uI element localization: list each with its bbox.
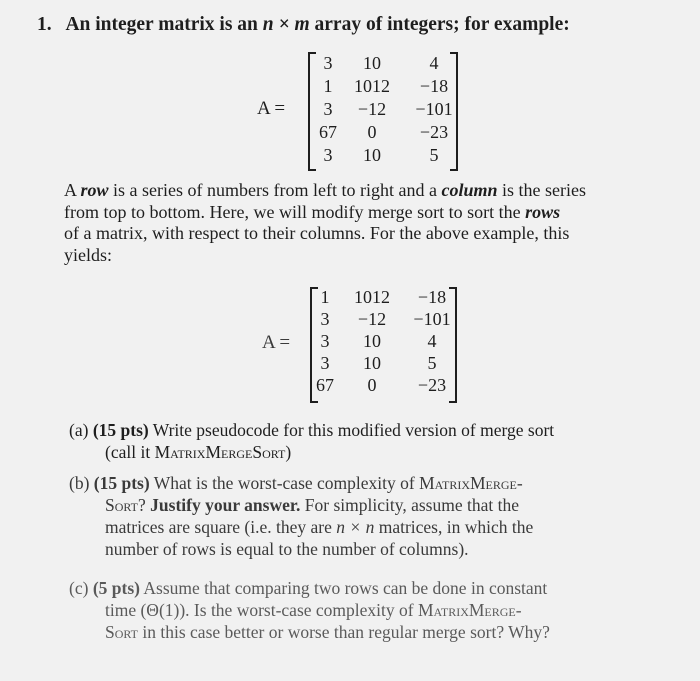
- term-row: row: [80, 180, 109, 200]
- part-a: [69, 419, 554, 463]
- paragraph-line-3: of a matrix, with respect to their columns. For the above example, this: [64, 223, 570, 243]
- part-b-line-2: [69, 494, 533, 516]
- text: matrices are square (i.e. they are: [105, 517, 337, 537]
- matrix-cell: 10: [363, 331, 381, 351]
- matrix-cell: 10: [363, 53, 381, 73]
- matrix-cell: 3: [320, 309, 330, 329]
- matrix-cell: −101: [415, 99, 453, 119]
- explanation-paragraph: [64, 180, 668, 266]
- matrix-cell: −12: [357, 309, 387, 329]
- question-number: 1.: [37, 14, 52, 35]
- part-a-line-2: [69, 441, 554, 463]
- algo-name: Sort: [105, 495, 139, 515]
- text: ?: [138, 495, 151, 515]
- points: (5 pts): [92, 578, 140, 598]
- intro-math: n × m: [262, 14, 310, 35]
- matrix-cell: 0: [367, 375, 377, 395]
- algo-name: Sort: [105, 622, 139, 642]
- matrix-cell: −101: [413, 309, 451, 329]
- part-b-line-3: [69, 516, 533, 538]
- matrix-cell: 1012: [354, 76, 390, 96]
- text: matrices, in which the: [374, 517, 534, 537]
- matrix-cell: 4: [429, 53, 439, 73]
- matrix-cell: 3: [323, 99, 333, 119]
- justify-text: Justify your answer.: [150, 495, 301, 515]
- part-b-line-4: number of rows is equal to the number of columns).: [105, 539, 469, 559]
- matrix-cell: 10: [363, 145, 381, 165]
- matrix-cell: 1012: [354, 287, 390, 307]
- matrix-cell: 1: [320, 287, 330, 307]
- term-rows: rows: [525, 201, 561, 222]
- paragraph-line-4: yields:: [64, 244, 112, 265]
- part-c-line-2: [69, 599, 550, 621]
- text: What is the worst-case complexity of: [153, 473, 420, 493]
- matrix-cell: −23: [419, 122, 449, 142]
- text: A: [64, 180, 81, 200]
- matrix-cell: 0: [367, 122, 377, 142]
- matrix-cell: 3: [323, 145, 333, 165]
- matrix-cell: 10: [363, 353, 381, 373]
- text: (call it: [105, 442, 155, 462]
- points: (15 pts): [93, 473, 150, 493]
- part-c: [69, 577, 550, 643]
- text: For simplicity, assume that the: [300, 495, 519, 515]
- part-b-line-1: [69, 472, 533, 494]
- matrix-cell: 3: [323, 53, 333, 73]
- matrix-label: A =: [257, 98, 286, 119]
- paragraph-line-2: [64, 202, 668, 224]
- algo-name: MatrixMergeSort: [154, 442, 286, 462]
- part-c-line-1: [69, 577, 550, 599]
- part-label: (a): [69, 420, 89, 440]
- matrix-cell: −18: [419, 76, 449, 96]
- math: n × n: [336, 517, 375, 537]
- part-label: (c): [69, 578, 89, 598]
- paragraph-line-1: [64, 180, 668, 202]
- part-label: (b): [69, 473, 90, 493]
- text: time (Θ(1)). Is the worst-case complexity of: [105, 600, 418, 620]
- matrix-cell: 1: [323, 76, 333, 96]
- matrix-label: A =: [262, 332, 291, 353]
- text: Assume that comparing two rows can be done in constant: [143, 578, 548, 598]
- intro-text-after: array of integers; for example:: [314, 14, 570, 35]
- matrix-cell: 3: [320, 331, 330, 351]
- matrix-cell: 67: [316, 375, 334, 395]
- text: from top to bottom. Here, we will modify merge sort to sort the: [64, 201, 526, 222]
- term-column: column: [441, 180, 498, 200]
- part-c-line-3: [69, 621, 550, 643]
- text: ): [285, 442, 292, 462]
- matrix-cell: 5: [429, 145, 439, 165]
- text: is the series: [497, 180, 586, 200]
- part-b: [69, 472, 533, 560]
- text: is a series of numbers from left to right and a: [108, 180, 442, 200]
- question-intro: [37, 14, 570, 36]
- points: (15 pts): [92, 420, 149, 440]
- matrix-cell: 5: [427, 353, 437, 373]
- algo-name: MatrixMerge-: [417, 600, 522, 620]
- algo-name: MatrixMerge-: [419, 473, 523, 493]
- text: Write pseudocode for this modified version of merge sort: [152, 420, 555, 440]
- matrix-cell: −18: [417, 287, 447, 307]
- matrix-cell: 4: [427, 331, 437, 351]
- text: in this case better or worse than regular merge sort? Why?: [138, 622, 550, 642]
- matrix-cell: −12: [357, 99, 387, 119]
- part-a-line-1: [69, 419, 554, 441]
- matrix-cell: 67: [319, 122, 337, 142]
- matrix-cell: 3: [320, 353, 330, 373]
- intro-text-before: An integer matrix is an: [65, 14, 258, 35]
- matrix-cell: −23: [417, 375, 447, 395]
